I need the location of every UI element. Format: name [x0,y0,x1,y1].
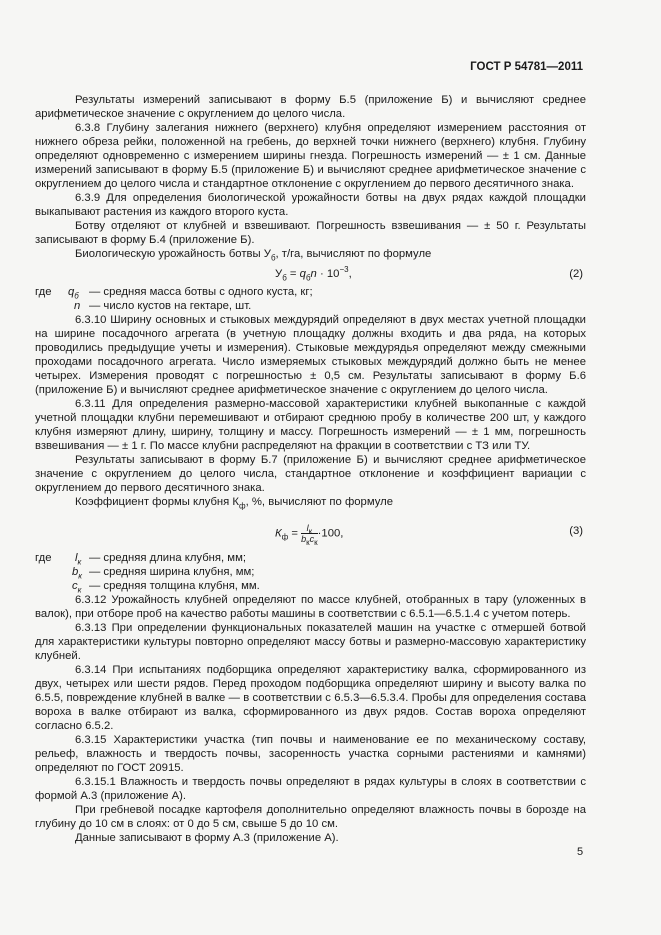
where-label: где [35,286,52,298]
paragraph-formula-intro [35,495,586,509]
symbol: b [72,566,79,578]
where-row [35,285,586,299]
where-definition: — число кустов на гектаре, шт. [89,300,252,312]
formula-var-n: n [310,268,317,280]
formula-lhs-sub: ф [281,532,289,542]
text: Биологическую урожайность ботвы У [75,248,271,260]
fraction-numerator [301,523,318,534]
formula-lhs: У [275,268,283,280]
where-symbol [68,285,79,299]
formula-var-q: q [299,268,306,280]
where-row [35,579,586,593]
document-header-id: ГОСТ Р 54781—2011 [470,61,583,73]
paragraph: Результаты записывают в форму Б.7 (приложение Б) и вычисляют среднее арифметическое значение с округлением до целого числа, стандартное отклонение и коэффициент вариации с округлением до первого десятичного знака. [35,454,586,494]
where-row [35,565,586,579]
formula-lhs-sub: б [282,273,287,283]
formula-number: (2) [569,268,583,280]
paragraph-6-3-14: 6.3.14 При испытаниях подборщика определяют характеристику валка, сформированного из двух, четырех или шести рядов. Перед проходом подборщика определяют ширину и высоту валка по 6.5.5, повреждение клубней в валке — в соответствии с 6.5.3—6.5.3.4. Пробы для определения состава вороха в валке отбирают из валка, сформированного из двух рядов. Состав вороха определяют согласно 6.5.2. [35,664,586,732]
paragraph-formula-intro [35,247,586,261]
var-b-sub: к [306,537,310,547]
var-c-sub: к [314,537,318,547]
where-row [35,551,586,565]
symbol-sub: к [77,585,82,595]
subscript: б [270,253,276,263]
paragraph-6-3-8: 6.3.8 Глубину залегания нижнего (верхнего) клубня определяют измерением расстояния от нижнего обреза рейки, положенной на гребень, до верхней точки нижнего (верхнего) клубня. Глубину определяют одновременно с измерением ширины гнезда. Погрешность измерений — ± 1 см. Данные измерений записывают в форму Б.5 (приложение Б) и вычисляют среднее арифметическое значение с округлением до целого числа и стандартное отклонение с округлением до первого десятичного знака. [35,122,586,190]
paragraph-6-3-12: 6.3.12 Урожайность клубней определяют по массе клубней, отобранных в тару (уложенных в валок), при отборе проб на качество работы машины в соответствии с 6.5.1—6.5.1.4 с учетом потерь. [35,594,586,620]
paragraph-6-3-11: 6.3.11 Для определения размерно-массовой характеристики клубней выкопанные с каждой учетной площадки клубни перемешивают и отбирают среднюю пробу в количестве 200 шт, у каждого клубня измеряют длину, ширину, толщину и массу. Погрешность измерений — ± 1 мм, погрешность взвешивания — ± 1 г. По массе клубни распределяют на фракции в соответствии с ТЗ или ТУ. [35,398,586,452]
paragraph: Ботву отделяют от клубней и взвешивают. Погрешность взвешивания — ± 50 г. Результаты записывают в форму Б.4 (приложение Б). [35,220,586,246]
formula-2 [35,261,586,285]
text: Коэффициент формы клубня К [75,496,240,508]
text: , %, вычисляют по формуле [245,496,393,508]
formula-var-q-sub: б [305,273,311,283]
paragraph-6-3-10: 6.3.10 Ширину основных и стыковых междурядий определяют в двух местах учетной площадки на ширине посадочного агрегата (в учетную площадку должны входить и два ряда, на которых проводились предыдущие учеты и измерения). Стыковые междурядья определяют между смежными проходами посадочного агрегата. Число измеряемых стыковых междурядий должно быть не менее четырех. Измерения проводят с погрешностью ± 0,5 см. Результаты записывают в форму Б.6 (приложение Б) и вычисляют среднее арифметическое значение с округлением до целого числа. [35,314,586,396]
where-definition: — средняя ширина клубня, мм; [89,566,255,578]
where-row [35,299,586,313]
formula-rest: · 10 [316,268,340,280]
paragraph-6-3-9: 6.3.9 Для определения биологической урожайности ботвы на двух рядах каждой площадки выкапывают растения из каждого второго куста. [35,192,586,218]
symbol: q [68,286,75,298]
formula-expression [275,523,344,547]
where-symbol [72,565,82,579]
page-number: 5 [577,846,584,858]
formula-rest: ·100, [317,527,344,540]
formula-lhs: К [275,527,282,540]
var-l-sub: к [308,526,313,536]
var-b: b [301,534,307,544]
paragraph-6-3-15-1: 6.3.15.1 Влажность и твердость почвы определяют в рядах культуры в слоях в соответствии с формой А.3 (приложение А). [35,776,586,802]
subscript: ф [239,501,246,511]
symbol: c [72,580,78,592]
where-definition: — средняя толщина клубня, мм. [89,580,260,592]
where-symbol [72,579,81,593]
symbol: l [75,552,78,564]
formula-fraction [301,523,318,547]
where-symbol: n [74,300,81,312]
formula-tail: , [348,268,352,280]
symbol-sub: б [74,291,79,301]
formula-3 [35,509,586,551]
where-symbol [75,551,81,565]
paragraph-6-3-13: 6.3.13 При определении функциональных показателей машин на участке с отмершей ботвой для характеристики культуры повторно определяют массу ботвы и размерно-массовую характеристику клубней. [35,622,586,662]
paragraph-6-3-15: 6.3.15 Характеристики участка (тип почвы и наименование ее по механическому составу, рельеф, влажность и твердость почвы, засоренность участка сорными растениями и камнями) определяют по ГОСТ 20915. [35,734,586,774]
formula-expression [275,267,352,281]
where-label: где [35,552,52,564]
where-definition: — средняя масса ботвы с одного куста, кг; [89,286,313,298]
symbol-sub: к [78,571,83,581]
var-l: l [306,523,309,533]
where-definition: — средняя длина клубня, мм; [89,552,246,564]
var-c: c [309,534,315,544]
paragraph: Результаты измерений записывают в форму Б.5 (приложение Б) и вычисляют среднее арифметическое значение с округлением до целого числа. [35,94,586,120]
document-body [35,93,586,845]
formula-eq: = [286,268,300,280]
formula-exp: −3 [339,265,349,275]
formula-eq: = [288,527,302,540]
fraction-denominator [301,534,318,547]
formula-number: (3) [569,525,583,537]
paragraph: Данные записывают в форму А.3 (приложение А). [75,832,339,844]
symbol-sub: к [77,557,82,567]
text: , т/га, вычисляют по формуле [275,248,432,260]
paragraph: При гребневой посадке картофеля дополнительно определяют влажность почвы в борозде на глубину до 10 см в слоях: от 0 до 5 см, свыше 5 до 10 см. [35,804,586,830]
